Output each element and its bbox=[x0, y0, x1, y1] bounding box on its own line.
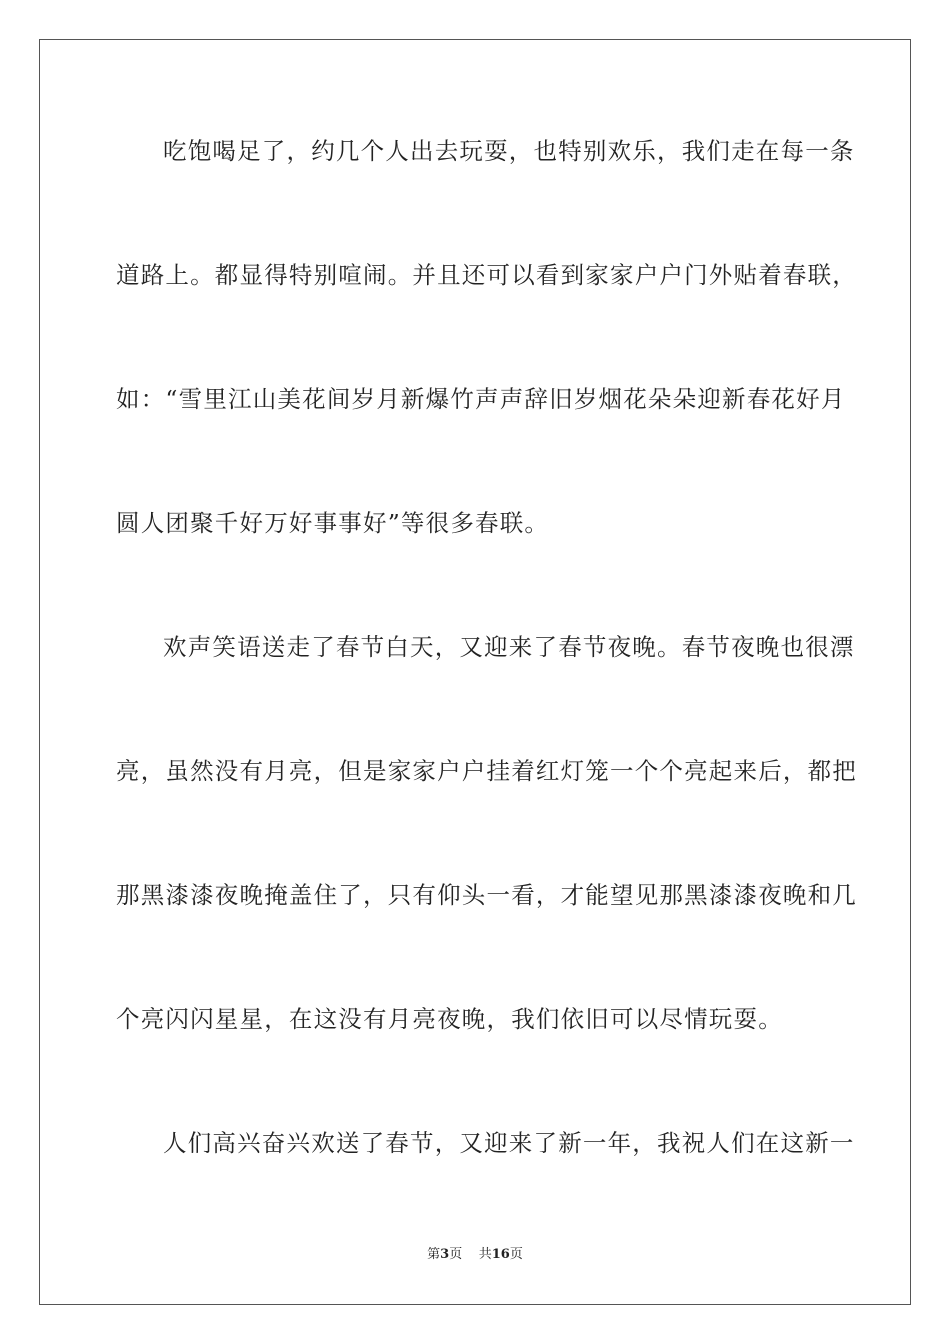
page-suffix: 页 bbox=[449, 1247, 463, 1262]
text-line: 个亮闪闪星星，在这没有月亮夜晚，我们依旧可以尽情玩耍。 bbox=[116, 1005, 783, 1033]
text-line: 道路上。都显得特别喧闹。并且还可以看到家家户户门外贴着春联， bbox=[116, 261, 857, 289]
text-line: 如：“雪里江山美花间岁月新爆竹声声辞旧岁烟花朵朵迎新春花好月 bbox=[116, 385, 846, 413]
text-line: 人们高兴奋兴欢送了春节，又迎来了新一年，我祝人们在这新一 bbox=[163, 1129, 855, 1157]
total-pages: 16 bbox=[491, 1247, 510, 1262]
page-footer bbox=[0, 1246, 950, 1264]
page-border bbox=[39, 39, 911, 1305]
text-line: 那黑漆漆夜晚掩盖住了，只有仰头一看，才能望见那黑漆漆夜晚和几 bbox=[116, 881, 857, 909]
page-number: 3 bbox=[440, 1247, 450, 1262]
total-suffix: 页 bbox=[509, 1247, 523, 1262]
text-line: 欢声笑语送走了春节白天，又迎来了春节夜晚。春节夜晚也很漂 bbox=[163, 633, 855, 661]
text-line: 圆人团聚千好万好事事好”等很多春联。 bbox=[116, 509, 550, 537]
page-prefix: 第 bbox=[427, 1247, 441, 1262]
text-line: 亮，虽然没有月亮，但是家家户户挂着红灯笼一个个亮起来后，都把 bbox=[116, 757, 857, 785]
total-prefix: 共 bbox=[478, 1247, 492, 1262]
text-line: 吃饱喝足了，约几个人出去玩耍，也特别欢乐，我们走在每一条 bbox=[163, 137, 855, 165]
